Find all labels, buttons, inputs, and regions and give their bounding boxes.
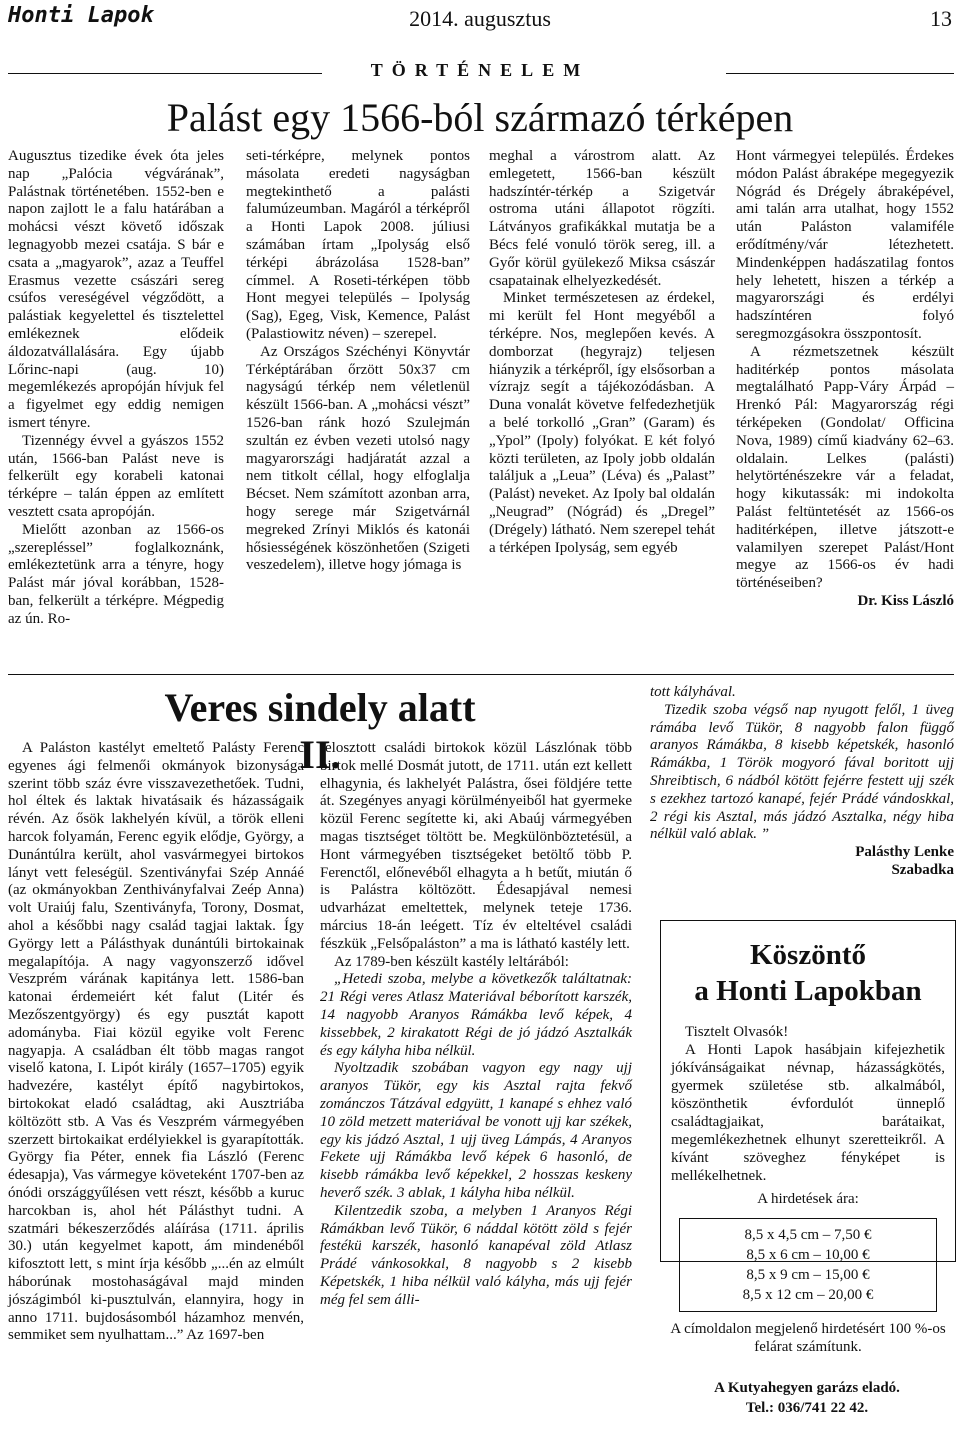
greeting-ad-box — [660, 920, 956, 1355]
inventory-entry: Kilentzedik szoba, a melyben 1 Aranyos Régi Rámákban levő Tükör, 6 náddal kötött zöld s fejér festékü karszék, hasonló kanapéval zöld Atlasz Prádé vánkosokkal, 8 nagyobb s 2 kisebb Képetskék, 1 hiba nélkül való kályha, más ujj fejér még fel sem álli- — [320, 1202, 632, 1308]
paragraph: Az Országos Széchényi Könyvtár Térképtárában őrzött 50x37 cm nagyságú térkép nem véletlenül készült 1566-ban. A „mohácsi vészt” 1526-ban ránk hozó Szulejmán szultán ez évben vezeti utolsó nagy magyarországi hadjáratát azzal a nem titkolt céllal, hogy elfoglalja Bécset. Nem számított azonban arra, hogy serege már Szigetvárnál megreked Zrínyi Miklós és katonái hősiességének köszönhetően (Szigeti veszedelem), illetve hogy jómaga is — [246, 343, 470, 574]
article2-column-1 — [8, 740, 304, 1345]
brand-name: Honti Lapok — [8, 3, 154, 28]
inventory-entry: Tizedik szoba végső nap nyugott felől, 1 üveg rámába levő Tükör, 8 nagyobb falon függő aranyos Rámákba, 8 kisebb képetskék, hasonló Rámákba, 1 Török mogyoró fával boritott ujj Shreibtisch, 6 nádból kötött fejérre festett ujj szék s ezekhez tartozó kanapé, fejér Prádé vándoskkal, 2 régi kis Asztal, más jádzó Asztalka, négy hiba nélkül való ablak. ” — [650, 701, 954, 843]
inventory-entry: Nyoltzadik szobában vagyon egy nagy ujj aranyos Tükör, egy kis Asztal rajta fekvő zománczos Tátzával edgyütt, 1 kanapé s ehhez való 10 zöld metzett materiával be vonott ujj kar székek, egy kis jádzó Asztal, 1 ujj üveg Lámpás, 4 Aranyos Fekete ujj Rámákba levő képek 6 hasonló, de kisebb rámákba levő képekkel, 2 hosszas keskeny heverő szék. 3 ablak, 1 kályha hiba nélkül. — [320, 1060, 632, 1201]
article2-column-3 — [650, 684, 954, 880]
inventory-entry: „Hetedi szoba, melybe a következők találtatnak: 21 Régi veres Atlasz Materiával béborított karszék, 14 nagyobb Aranyos Rámákba levő képek, 4 kissebbek, 2 kirakatott Régi de jó jádzó Asztalkák és egy kályha hiba nélkül. — [320, 971, 632, 1059]
paragraph: seti-térképre, melynek pontos másolata eredeti nagyságban megtekinthető a palásti falumúzeumban. Magáról a térképről a Honti Lapok 2008. júliusi számában írtam „Ipolyság első térképi ábrázolása 1528-ban” címmel. A Roseti-térképen több Hont megyei település – Ipolyság (Sag), Egeg, Visk, Kemence, Palást (Palastiowitz néven) – szerepel. — [246, 148, 470, 342]
page-header — [0, 0, 960, 36]
ad-title: Köszöntő a Honti Lapokban — [694, 939, 922, 1007]
author-signature: Palásthy Lenke — [855, 844, 954, 861]
paragraph: Augusztus tizedike évek óta jeles nap „Palócia végvárának”, Palástnak történetében. 1552-ben e napon zajlott le a falu határában a mohácsi vészt követő időszak legnagyobb mezei csatája. S bár e csata a „magyarok”, azaz a Teuffel Erasmus vezette császári sereg csúfos vereségével végződött, a palástiak kegyelettel és tisztelettel emlékeznek elődeik áldozatvállalására. Egy újabb Lőrinc-napi (aug. 10) megemlékezés apropóján hívjuk fel a figyelmet egy eddig nemigen ismert tényre. — [8, 148, 224, 431]
paragraph: Mielőtt azonban az 1566-os „szerepléssel” foglalkoznánk, emlékeztetünk arra a tényre, hogy Palást már jóval korábban, 1528-ban, felkerült a térképre. Mégpedig az ún. Ro- — [8, 521, 224, 627]
article-divider — [8, 674, 954, 675]
section-label: TÖRTÉNELEM — [370, 60, 590, 80]
section-rule-right — [726, 73, 954, 74]
price-row: 8,5 x 4,5 cm – 7,50 € — [744, 1227, 872, 1243]
article1-column-2 — [246, 148, 470, 575]
ad-body — [661, 1023, 955, 1185]
price-row: 8,5 x 12 cm – 20,00 € — [742, 1287, 874, 1303]
price-row: 8,5 x 6 cm – 10,00 € — [746, 1247, 870, 1263]
paragraph: A rézmetszetnek készült haditérkép pontos másolata megtalálható Papp-Váry Árpád – Hrenkó Pál: Magyarország régi térképeken (Gondolat/ Officina Nova, 1989) című kiadvány 62–63. oldalain. Lelkes (palásti) helytörténészekre vár a feladat, hogy kikutassák: mi indokolta Palást feltüntetését az 1566-os haditérképen, illetve játszott-e valamilyen szerepet Palást/Hont megye az 1566-os év hadi történéseiben? — [736, 343, 954, 592]
article2-title: Veres sindely alatt II. — [164, 685, 476, 777]
article1-title: Palást egy 1566-ból származó térképen — [166, 95, 794, 140]
ad-note: A címoldalon megjelenő hirdetésért 100 %-os felárat számítunk. — [670, 1321, 946, 1355]
ad-greeting: Tisztelt Olvasók! — [685, 1024, 789, 1040]
paragraph: meghal a várostrom alatt. Az emlegetett, 1566-ban készült hadszíntér-térkép a Szigetvár ostroma utáni állapotot rögzíti. Látványos grafikákkal mutatja be a Bécs felé vonuló török sereg, ill. a Győr körül gyülekező Miksa császár csapatainak elhelyezkedését. — [489, 148, 715, 289]
paragraph: Minket természetesen az érdekel, mi került fel Hont megyéből a térképre. Nos, meglepően kevés. A domborzat (hegyrajz) teljesen hiányzik a térképről, így elsősorban a vízrajz segít a tájékozódásban. A Duna vonalát követve felfedezhetjük a belé torkolló „Gran” (Garam) és „Ypol” (Ipoly) folyókat. E két folyó közti területen, az Ipoly jobb oldalán találjuk a „Leua” (Léva) és „Palast” (Palást) neveket. Az Ipoly bal oldalán „Neugrad” (Nógrád) és „Dregel” (Drégely) látható. Nem szerepel tehát a térképen Ipolyság, sem egyéb — [489, 290, 715, 556]
price-table — [679, 1218, 937, 1312]
paragraph: Az 1789-ben készült kastély leltárából: — [334, 953, 569, 970]
ad-text: A Honti Lapok hasábjain kifejezhetik jókívánságaikat névnap, házasságkötés, gyermek születése stb. alkalmából, köszönthetik évfordulót ünneplő családtagjaikat, barátaikat, megemlékezhetnek elhunyt szeretteikről. A kívánt szöveghez fényképet is mellékelhetnek. — [671, 1042, 945, 1184]
price-row: 8,5 x 9 cm – 15,00 € — [746, 1267, 870, 1283]
paragraph: Hont vármegyei település. Érdekes módon Palást ábraképe megegyezik Nógrád és Drégely ábraképével, ami talán arra utalhat, hogy 1552 után Paláston valamiféle erődítmény/vár létezhetett. Mindenképpen hadászatilag fontos hely lehetett, hiszen a térkép a magyarországi és erdélyi hadszíntéren folyó seregmozgásokra összpontosít. — [736, 148, 954, 342]
article1-column-1 — [8, 148, 224, 629]
author-location: Szabadka — [891, 861, 954, 878]
garage-ad: A Kutyahegyen garázs eladó. Tel.: 036/741 22 42. — [714, 1380, 900, 1416]
article1-column-4 — [736, 148, 954, 611]
article2-column-2 — [320, 740, 632, 1310]
author-signature: Dr. Kiss László — [857, 592, 954, 609]
article1-column-3 — [489, 148, 715, 557]
issue-date: 2014. augusztus — [409, 6, 551, 31]
page-number: 13 — [930, 6, 952, 31]
paragraph: Tizennégy évvel a gyászos 1552 után, 1566-ban Palást neve is felkerült egy korabeli katonai térképre – talán éppen az említett vesztett csata apropóján. — [8, 432, 224, 520]
paragraph: A Paláston kastélyt emeltető Palásty Ferenc egyenes ági felmenői okmányok bizonysága szerint több száz évre visszavezethetőek. Tudni, hol éltek és laktak hivatásaik és házasságaik révén. Az ősök lakhelyén kívül, a török elleni harcok folyamán, Ferenc egyik elődje, György, a Dunántúlra került, ahol vasvármegyei birtokos lányt vett feleségül. Szentiványfai Szép Annáé (az okmányokban Zenthiványfalvai Zeép Anna) volt Uraiúj falu, Szentiványfa, Torony, Dosmat, ahol a későbbi nagy család tagjai laktak. Így György lett a Pálásthyak dunántúli birtokainak megalapítója. A nagy vagyonszerző idővel Veszprém várának kapitánya lett. 1586-ban katonai érdemeiért két falut (Litér és Mezőszentgyörgy) és egy pusztát kapott adományba. Fiai közül egyike volt Ferenc nagyapja. A családban élt több magas rangot viselő katona, I. Lipót király (1657–1705) egyik hadvezére, kastélyt építő nagybirtokos, birtokokat eladó családtag, aki Ausztriába költözött stb. A Vas és Veszprém vármegyében szerzett birtokaikat erdélyiekkel is gyarapították. György fia Péter, ennek fia László (Ferenc édesapja), Vas vármegye követeként 1707-ben az ónódi országgyűlésen vett részt, később a kuruc harcokban is, ahol hét Pálásthyt tudni. A szatmári békeszerződés aláírása (1711. április 30.) után kegyelmet kapott, ám mindenéből kifosztott lett, s mint írja később „...én az elmúlt háborúnak mostohaságával majd minden jószágimból ki-pusztulván, elannyira, hogy in anno 1711. bujdosásomból házamhoz menvén, semmiket sem nyulhattam...” Az 1697-ben — [8, 740, 304, 1344]
paragraph: felosztott családi birtokok közül Lászlónak több birtok mellé Dosmát jutott, de 1711. után ezt kellett elhagynia, és lakhelyét Palástra, ősei földjére tette át. Szegényes anyagi körülményeiből hat gyermeke közül Ferenc segítette ki, aki Abaúj vármegyében magas tisztséget töltött be. Megkülönböztetésül, a Hont vármegyében tisztségeket betöltő több P. Ferenctől, előnevéből elhagyta a h betűt, miután ő is Palástra költözött. Édesapjával nemesi udvarházat emeltettek, melynek teteje 1736. március 18-án leégett. Tíz év elteltével családi fészkük „Felsőpaláston” a ma is látható kastély lett. — [320, 740, 632, 952]
price-heading: A hirdetések ára: — [757, 1191, 859, 1207]
inventory-entry: tott kályhával. — [650, 684, 736, 700]
